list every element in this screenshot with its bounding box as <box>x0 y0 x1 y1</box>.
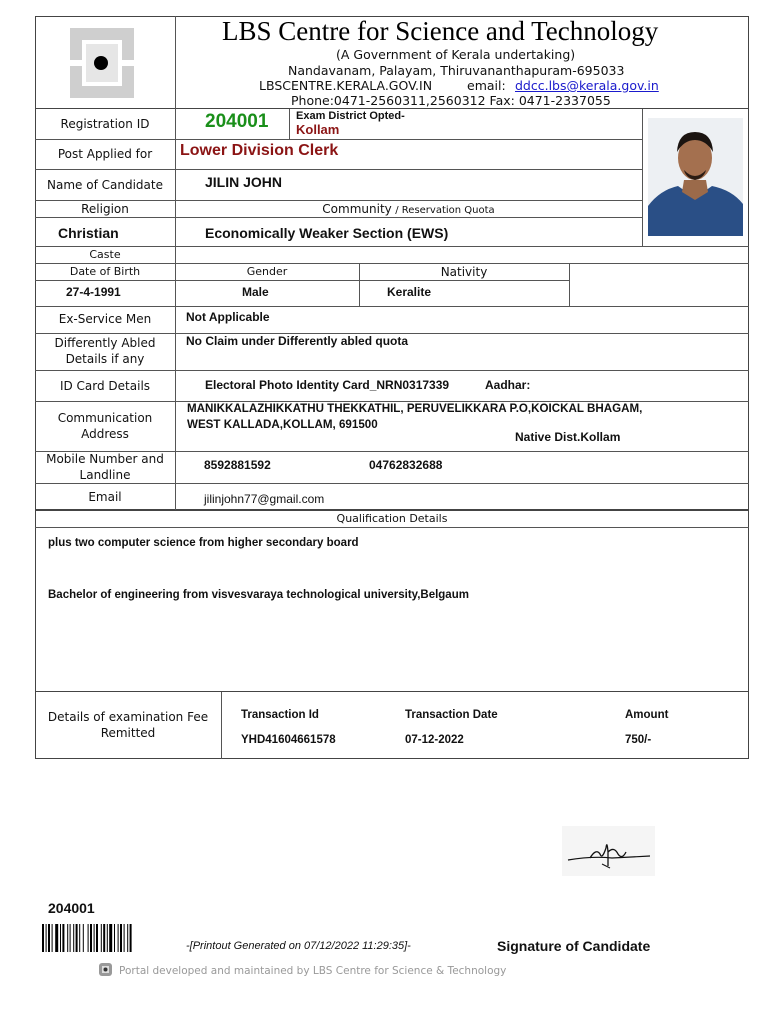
candidate-signature <box>562 826 655 876</box>
transaction-id-label: Transaction Id <box>241 709 319 721</box>
address-line2: WEST KALLADA,KOLLAM, 691500 <box>187 418 378 431</box>
exam-district-label: Exam District Opted- <box>296 110 405 122</box>
fee-label: Details of examination Fee Remitted <box>47 710 209 740</box>
exam-district: Kollam <box>296 122 340 137</box>
religion-label: Religion <box>81 202 129 216</box>
ex-service-value: Not Applicable <box>186 310 270 324</box>
amount-label: Amount <box>625 709 669 721</box>
id-card-value: Electoral Photo Identity Card_NRN0317339 <box>205 378 450 392</box>
barcode <box>42 924 172 952</box>
qualification-item: Bachelor of engineering from visvesvaraya technological university,Belgaum <box>48 589 469 601</box>
community-label: Community / Reservation Quota <box>322 202 495 216</box>
barcode-bar <box>46 924 47 952</box>
printout-timestamp: -[Printout Generated on 07/12/2022 11:29:35]- <box>186 940 411 952</box>
org-phone: Phone:0471-2560311,2560312 Fax: 0471-2337055 <box>291 93 611 108</box>
transaction-date-label: Transaction Date <box>405 709 498 721</box>
community-value: Economically Weaker Section (EWS) <box>205 225 449 241</box>
candidate-photo <box>648 118 743 236</box>
email-label-row: Email <box>88 490 122 504</box>
barcode-bar <box>79 924 80 952</box>
nativity-value: Keralite <box>387 285 432 299</box>
barcode-bar <box>114 924 115 952</box>
gender-label: Gender <box>246 265 288 278</box>
contact-label: Mobile Number and Landline <box>46 452 164 482</box>
registration-id: 204001 <box>205 111 269 132</box>
differently-abled-label: Differently Abled Details if any <box>54 336 156 366</box>
candidate-name: JILIN JOHN <box>205 174 283 190</box>
barcode-bar <box>60 924 61 952</box>
dob-value: 27-4-1991 <box>66 285 121 299</box>
post-value: Lower Division Clerk <box>180 142 339 159</box>
caste-label: Caste <box>89 248 121 261</box>
qualification-item: plus two computer science from higher secondary board <box>48 537 359 549</box>
dob-label: Date of Birth <box>69 265 141 278</box>
barcode-bar <box>42 924 44 952</box>
portal-logo-icon <box>98 962 113 977</box>
barcode-bar <box>120 924 122 952</box>
mobile-number: 8592881592 <box>204 458 271 472</box>
gender-value: Male <box>242 285 269 299</box>
barcode-bar <box>83 924 84 952</box>
ex-service-label: Ex-Service Men <box>58 312 152 326</box>
barcode-bar <box>70 924 71 952</box>
differently-abled-value: No Claim under Differently abled quota <box>186 334 409 348</box>
qualification-heading: Qualification Details <box>336 512 448 525</box>
barcode-bar <box>73 924 74 952</box>
aadhar-label: Aadhar: <box>485 378 531 392</box>
barcode-bar <box>48 924 50 952</box>
candidate-label: Name of Candidate <box>47 178 163 192</box>
org-website: LBSCENTRE.KERALA.GOV.IN <box>259 78 433 93</box>
org-subtitle: (A Government of Kerala undertaking) <box>336 47 576 62</box>
barcode-bar <box>101 924 102 952</box>
signature-label: Signature of Candidate <box>497 938 651 954</box>
amount-value: 750/- <box>625 734 652 746</box>
barcode-bar <box>90 924 92 952</box>
barcode-bar <box>96 924 98 952</box>
barcode-bar <box>118 924 119 952</box>
barcode-bar <box>127 924 128 952</box>
email-label: email: <box>467 78 506 93</box>
org-title: LBS Centre for Science and Technology <box>222 16 659 46</box>
barcode-bar <box>103 924 105 952</box>
org-address: Nandavanam, Palayam, Thiruvananthapuram-695033 <box>288 63 625 78</box>
id-card-label: ID Card Details <box>59 379 151 393</box>
barcode-bar <box>55 924 58 952</box>
post-label: Post Applied for <box>57 147 153 161</box>
native-district: Native Dist.Kollam <box>515 430 621 444</box>
barcode-bar <box>76 924 78 952</box>
landline-number: 04762832688 <box>369 458 443 472</box>
registration-label: Registration ID <box>60 117 150 131</box>
nativity-label: Nativity <box>440 265 488 279</box>
barcode-bar <box>107 924 108 952</box>
address-line1: MANIKKALAZHIKKATHU THEKKATHIL, PERUVELIKKARA P.O,KOICKAL BHAGAM, <box>187 402 643 415</box>
barcode-bar <box>109 924 112 952</box>
portal-note: Portal developed and maintained by LBS Centre for Science & Technology <box>119 965 507 977</box>
barcode-bar <box>67 924 68 952</box>
barcode-bar <box>52 924 53 952</box>
address-label: Communication Address <box>57 411 153 441</box>
barcode-bar <box>88 924 89 952</box>
barcode-bar <box>94 924 95 952</box>
barcode-bar <box>130 924 132 952</box>
barcode-bar <box>62 924 64 952</box>
lbs-logo-icon <box>60 24 144 102</box>
email-value: jilinjohn77@gmail.com <box>204 492 325 506</box>
org-email-link[interactable]: ddcc.lbs@kerala.gov.in <box>515 78 659 93</box>
transaction-id: YHD41604661578 <box>241 734 336 746</box>
religion-value: Christian <box>58 225 119 241</box>
transaction-date: 07-12-2022 <box>405 734 464 746</box>
barcode-number: 204001 <box>48 900 95 916</box>
barcode-bar <box>124 924 125 952</box>
